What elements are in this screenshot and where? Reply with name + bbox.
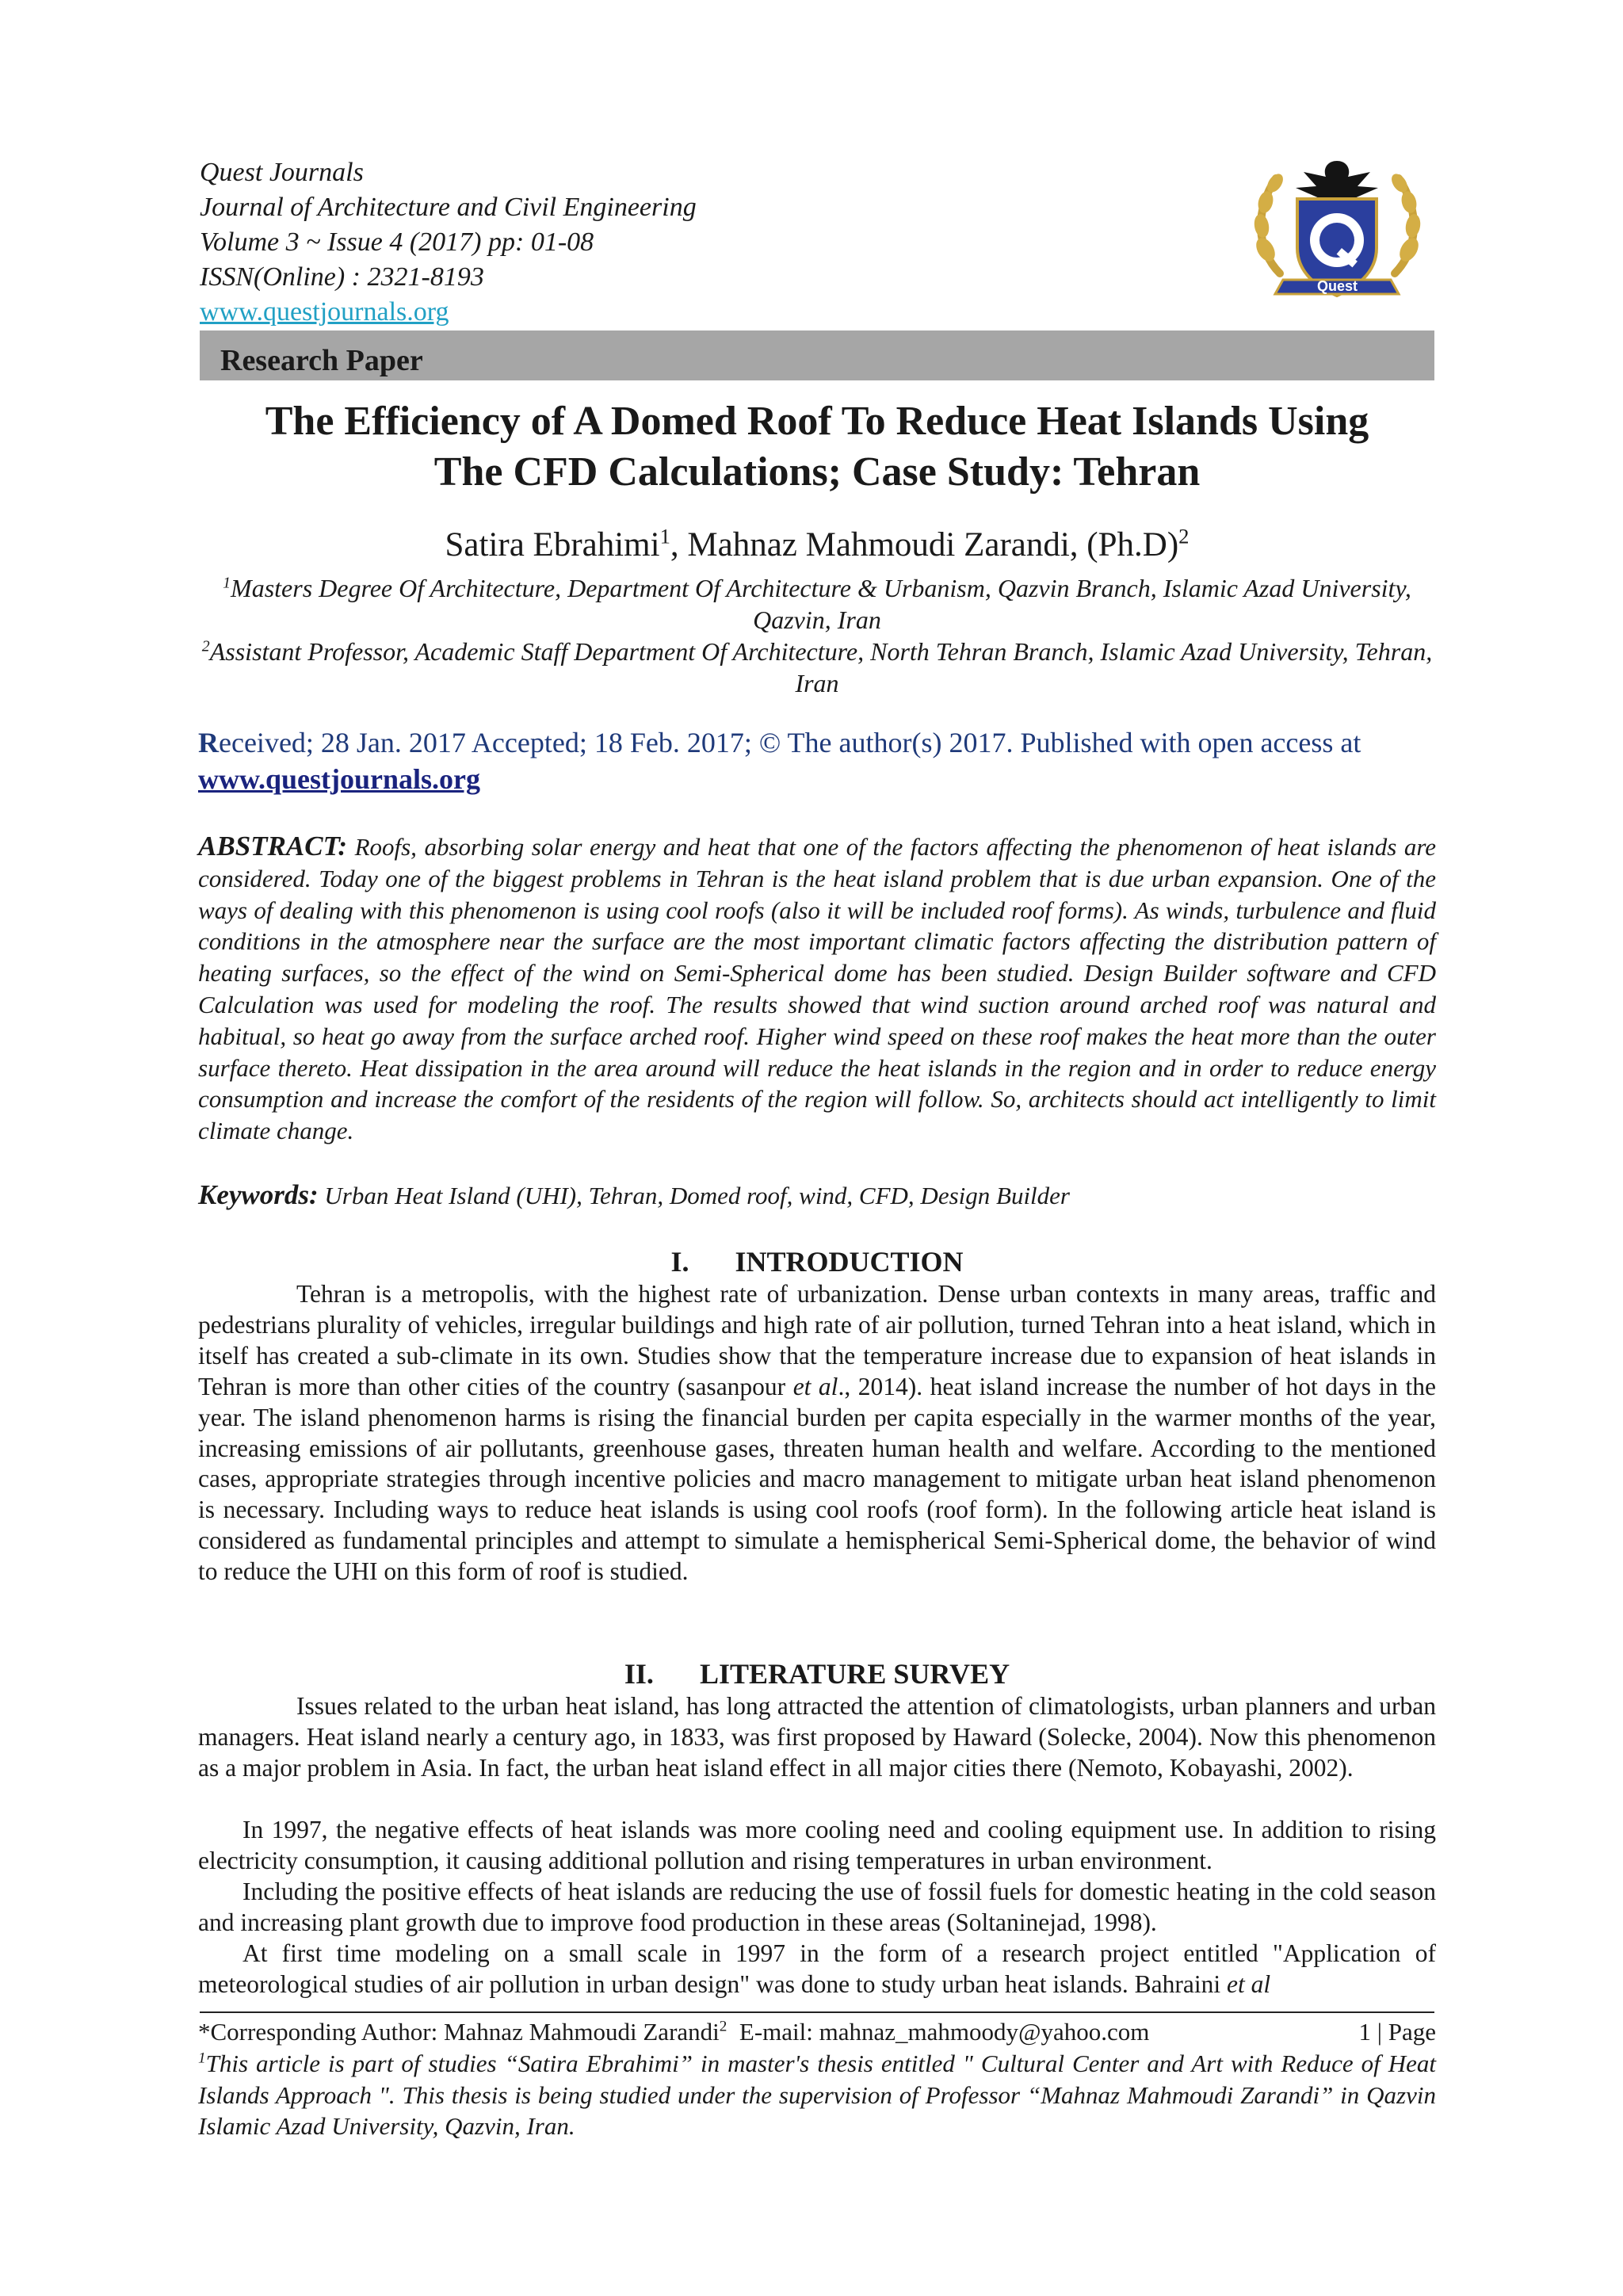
author-1-sup: 1 [659,524,670,548]
intro-et-al: et al [792,1372,838,1400]
keywords-text: Urban Heat Island (UHI), Tehran, Domed roof, wind, CFD, Design Builder [324,1182,1070,1209]
received-link[interactable]: www.questjournals.org [198,763,481,795]
lit-paragraph-2: In 1997, the negative effects of heat islands was more cooling need and cooling equipment use. In addition to rising electricity consumption, it causing additional pollution and rising temperatures in urban environment. [198,1816,1436,1874]
keywords [198,1179,1436,1212]
page-number: 1 | Page [1358,2018,1436,2046]
quest-journals-logo-icon [1248,155,1426,309]
journal-publisher: Quest Journals [200,158,364,187]
section-2-number: II. [624,1658,654,1690]
lit-paragraph-4 [198,1939,1436,2000]
corresponding-email: E-mail: mahnaz_mahmoody@yahoo.com [727,2018,1150,2046]
corresponding-author [198,2017,1436,2047]
article-type-label: Research Paper [220,344,423,377]
section-heading-introduction [200,1244,1434,1279]
affiliation-2-sup: 2 [201,637,210,655]
author-1-name: Satira Ebrahimi [445,526,660,563]
title-line-2: The CFD Calculations; Case Study: Tehran [433,449,1201,495]
section-heading-literature-survey [200,1656,1434,1691]
affiliation-1-text: Masters Degree Of Architecture, Department Of Architecture & Urbanism, Qazvin Branch, Islamic Azad University, Qazvin, Iran [231,574,1411,634]
lit-paragraph-4-et-al: et al [1226,1969,1271,1998]
journal-volume: Volume 3 ~ Issue 4 (2017) pp: 01-08 [200,227,594,257]
journal-meta [200,155,697,330]
paper-title [200,396,1434,498]
footer-divider [200,2011,1434,2013]
journal-url-link[interactable]: www.questjournals.org [200,297,449,327]
affiliation-2 [200,636,1434,699]
lit-paragraph-3: Including the positive effects of heat islands are reducing the use of fossil fuels for domestic heating in the cold season and increasing plant growth due to improve food production in these areas (Soltaninejad, 1998). [198,1878,1436,1936]
author-list [200,525,1434,566]
author-2-name: Mahnaz Mahmoudi Zarandi, (Ph.D) [687,526,1179,563]
footnote [198,2048,1436,2142]
journal-issn: ISSN(Online) : 2321-8193 [200,262,484,292]
footnote-sup: 1 [198,2050,206,2067]
section-2-title: LITERATURE SURVEY [699,1658,1010,1690]
received-dates [198,724,1436,797]
logo-ribbon-text: Quest [1316,278,1358,294]
intro-paragraph [198,1279,1436,1587]
affiliation-1-sup: 1 [223,574,231,592]
section-1-number: I. [670,1246,689,1278]
intro-text-a: Tehran is a metropolis, with the highest rate of urbanization. Dense urban contexts in many areas, traffic and pedestrians plurality of vehicles, irregular buildings and high rate of air pollution, turned Tehran into a heat island, which in itself has created a sub-climate in its own. Studies show that the temperature increase due to expansion of heat islands in Tehran is more than other cities of the country (sasanpour [198,1280,1436,1400]
abstract [198,831,1436,1147]
intro-text-b: ., 2014). heat island increase the number of hot days in the year. The island phenomenon harms is rising the financial burden per capita especially in the warmer months of the year, increasing emissions of air pollutants, greenhouse gases, threaten human health and welfare. According to the mentioned cases, appropriate strategies through incentive policies and macro management to mitigate urban heat island phenomenon is necessary. Including ways to reduce heat islands is using cool roofs (roof form). In the following article heat island is considered as fundamental principles and attempt to simulate a hemispherical Semi-Spherical dome, the behavior of wind to reduce the UHI on this form of roof is studied. [198,1372,1436,1586]
journal-name: Journal of Architecture and Civil Engineering [200,193,697,222]
section-1-title: INTRODUCTION [735,1246,964,1278]
author-2-sup: 2 [1178,524,1190,548]
lit-paragraph-1: Issues related to the urban heat island, has long attracted the attention of climatologists, urban planners and urban managers. Heat island nearly a century ago, in 1833, was first proposed by Haward (Solecke, 2004). Now this phenomenon as a major problem in Asia. In fact, the urban heat island effect in all major cities there (Nemoto, Kobayashi, 2002). [198,1692,1436,1782]
abstract-text: Roofs, absorbing solar energy and heat that one of the factors affecting the phenomenon of heat islands are considered. Today one of the biggest problems in Tehran is the heat island problem that is due urban expansion. One of the ways of dealing with this phenomenon is using cool roofs (also it will be included roof forms). As winds, turbulence and fluid conditions in the atmosphere near the surface are the most important climatic factors affecting the distribution pattern of heating surfaces, so the effect of the wind on Semi-Spherical dome has been studied. Design Builder software and CFD Calculation was used for modeling the roof. The results showed that wind suction around arched roof was natural and habitual, so heat go away from the surface arched roof. Higher wind speed on these roof makes the heat more than the outer surface thereto. Heat dissipation in the area around will reduce the heat islands in the region and in order to reduce energy consumption and increase the comfort of the residents of the region will follow. So, architects should act intelligently to limit climate change. [198,833,1437,1145]
corresponding-author-label: *Corresponding Author: Mahnaz Mahmoudi Zarandi [198,2018,720,2046]
affiliation-2-text: Assistant Professor, Academic Staff Department Of Architecture, North Tehran Branch, Islamic Azad University, Tehran, Iran [209,637,1433,697]
footnote-text: This article is part of studies “Satira Ebrahimi” in master's thesis entitled " Cultural Center and Art with Reduce of Heat Islands Approach ". This thesis is being studied under the supervision of Professor “Mahnaz Mahmoudi Zarandi” in Qazvin Islamic Azad University, Qazvin, Iran. [198,2050,1436,2140]
keywords-label: Keywords: [198,1179,319,1210]
corresponding-author-sup: 2 [719,2018,727,2035]
received-text: eceived; 28 Jan. 2017 Accepted; 18 Feb. 2017; © The author(s) 2017. Published with open access at [219,727,1361,758]
abstract-label: ABSTRACT: [198,831,348,861]
received-initial: R [198,727,219,758]
affiliations [200,572,1434,699]
lit-paragraph-4-text: At first time modeling on a small scale in 1997 in the form of a research project entitled "Application of meteorological studies of air pollution in urban design" was done to study urban heat islands. Bahraini [198,1939,1436,1998]
author-separator: , [670,526,688,563]
title-line-1: The Efficiency of A Domed Roof To Reduce Heat Islands Using [265,399,1369,444]
article-type-bar [200,330,1434,380]
affiliation-1 [200,572,1434,636]
